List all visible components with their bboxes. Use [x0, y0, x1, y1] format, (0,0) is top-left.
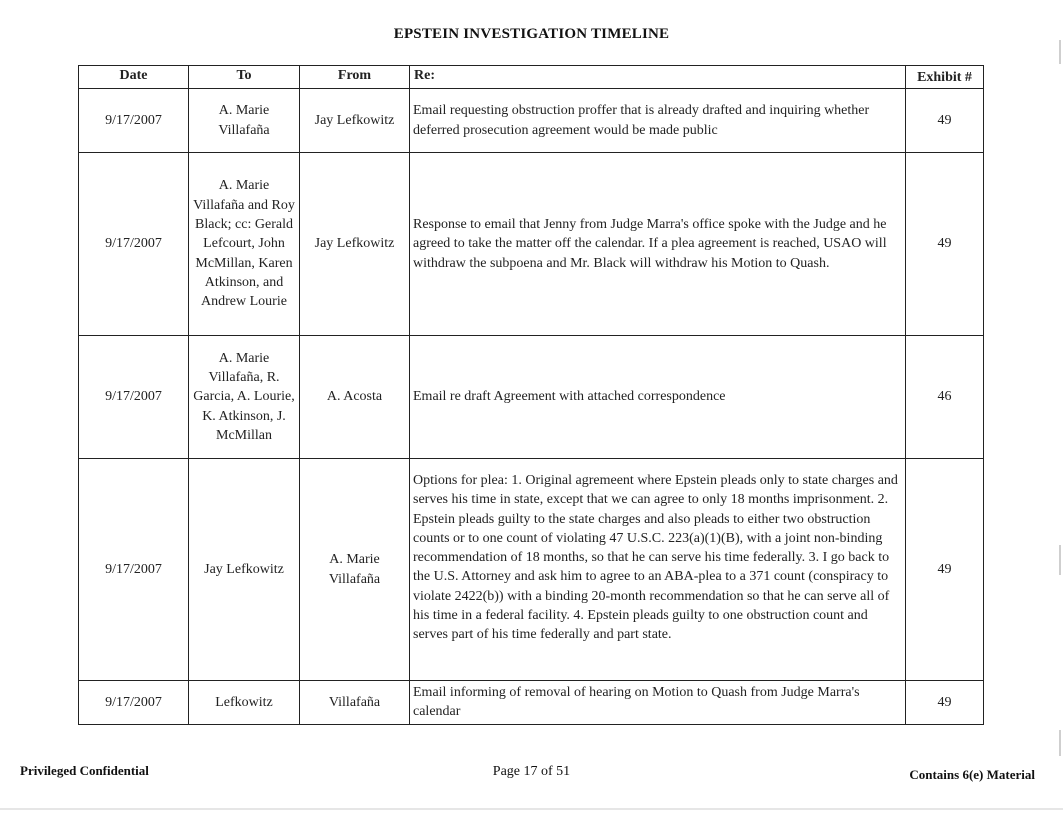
- header-date: Date: [79, 66, 189, 89]
- cell-date: 9/17/2007: [79, 89, 189, 153]
- header-exhibit: Exhibit #: [906, 66, 984, 89]
- cell-re: Email requesting obstruction proffer that is already drafted and inquiring whether deferred prosecution agreement would be made public: [410, 89, 906, 153]
- footer-6e-material-label: Contains 6(e) Material: [909, 767, 1035, 782]
- cell-to: A. Marie Villafaña, R. Garcia, A. Lourie, K. Atkinson, J. McMillan: [189, 336, 300, 459]
- cell-to: A. Marie Villafaña: [189, 89, 300, 153]
- table-row: [79, 153, 984, 336]
- header-to: To: [189, 66, 300, 89]
- cell-re: Response to email that Jenny from Judge Marra's office spoke with the Judge and he agreed to take the matter off the calendar. If a plea agreement is reached, USAO will withdraw the subpoena and Mr. Black will withdraw his Motion to Quash.: [410, 153, 906, 336]
- cell-date: 9/17/2007: [79, 153, 189, 336]
- table-row: [79, 89, 984, 153]
- table-header-row: [79, 66, 984, 89]
- cell-from: Jay Lefkowitz: [300, 153, 410, 336]
- table-row: [79, 336, 984, 459]
- cell-exhibit: 49: [906, 89, 984, 153]
- cell-from: Villafaña: [300, 681, 410, 725]
- cell-to: Lefkowitz: [189, 681, 300, 725]
- scan-edge-mark: [1059, 40, 1061, 64]
- scan-edge-mark: [1059, 730, 1061, 756]
- document-title: EPSTEIN INVESTIGATION TIMELINE: [393, 26, 670, 42]
- timeline-table: [78, 65, 984, 725]
- scan-edge-mark: [1059, 545, 1061, 575]
- cell-to: A. Marie Villafaña and Roy Black; cc: Gerald Lefcourt, John McMillan, Karen Atkinson, and Andrew Lourie: [189, 153, 300, 336]
- cell-exhibit: 49: [906, 153, 984, 336]
- cell-from: A. Marie Villafaña: [300, 459, 410, 681]
- header-from: From: [300, 66, 410, 89]
- table-row: [79, 681, 984, 725]
- cell-exhibit: 46: [906, 336, 984, 459]
- cell-exhibit: 49: [906, 681, 984, 725]
- cell-to: Jay Lefkowitz: [189, 459, 300, 681]
- cell-re: Email informing of removal of hearing on Motion to Quash from Judge Marra's calendar: [410, 681, 906, 725]
- cell-re: Options for plea: 1. Original agremeent where Epstein pleads only to state charges and serves his time in state, except that we can agree to only 18 months imprisonment. 2. Epstein pleads guilty to the state charges and also pleads to either two obstruction counts or to one count of violating 47 U.S.C. 223(a)(1)(B), with a joint non-binding recommendation of 18 months, so that he can serve his time federally. 3. I go back to the U.S. Attorney and ask him to agree to an ABA-plea to a 371 count (conspiracy to violate 2422(b)) with a binding 20-month recommendation so that he can serve all of his time in a federal facility. 4. Epstein pleads guilty to one obstruction count and serves part of his time federally and part state.: [410, 459, 906, 681]
- scan-edge-line: [0, 808, 1063, 810]
- cell-exhibit: 49: [906, 459, 984, 681]
- cell-from: Jay Lefkowitz: [300, 89, 410, 153]
- header-re: Re:: [410, 66, 906, 89]
- table-row: [79, 459, 984, 681]
- footer-page-number: Page 17 of 51: [492, 764, 571, 779]
- cell-from: A. Acosta: [300, 336, 410, 459]
- cell-re: Email re draft Agreement with attached correspondence: [410, 336, 906, 459]
- cell-date: 9/17/2007: [79, 681, 189, 725]
- cell-date: 9/17/2007: [79, 336, 189, 459]
- cell-date: 9/17/2007: [79, 459, 189, 681]
- footer-privileged-label: Privileged Confidential: [20, 763, 149, 778]
